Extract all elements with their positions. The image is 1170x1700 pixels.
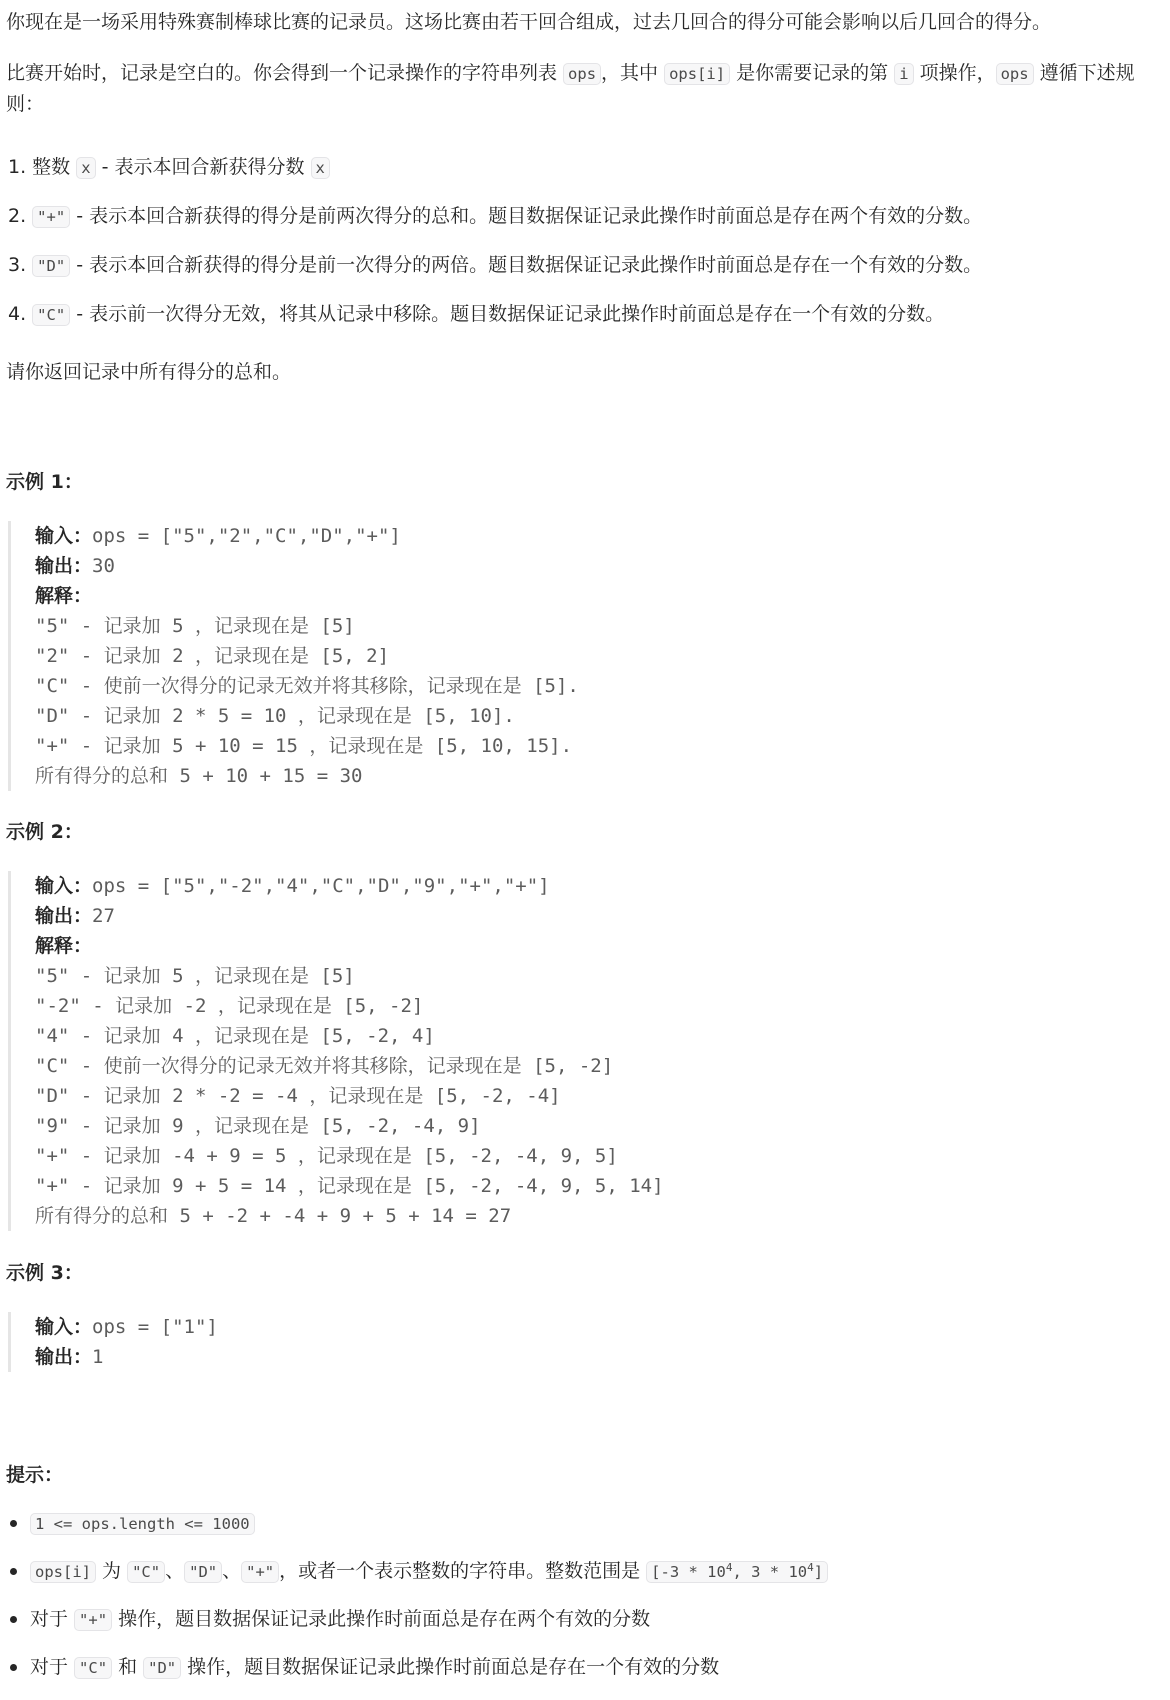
- hint-text: 、: [165, 1560, 185, 1582]
- explain-line: "-2" - 记录加 -2 ，记录现在是 [5, -2]: [35, 995, 424, 1017]
- example-input: [35, 871, 1135, 901]
- example-explain-label: [35, 581, 1135, 611]
- output-label: 输出：: [35, 905, 93, 927]
- input-label: 输入：: [35, 525, 93, 547]
- range-exponent: 4: [807, 1560, 814, 1574]
- rule-number: 2.: [8, 205, 33, 227]
- inline-code: "D": [32, 255, 70, 277]
- inline-code: "D": [143, 1657, 181, 1679]
- inline-code: ops: [563, 63, 601, 85]
- inline-code: i: [894, 63, 913, 85]
- hint-item: [8, 1556, 1158, 1587]
- rule-text: 整数: [32, 156, 77, 178]
- inline-code: "D": [184, 1561, 222, 1583]
- input-value: ops = ["5","-2","4","C","D","9","+","+"]: [92, 875, 550, 897]
- input-label: 输入：: [35, 1316, 93, 1338]
- inline-code: "C": [127, 1561, 165, 1583]
- example-3-heading: 示例 3：: [6, 1262, 83, 1284]
- hint-item: [8, 1604, 1158, 1635]
- range-part: , 3 * 10: [732, 1563, 808, 1581]
- hint-text: ，或者一个表示整数的字符串。整数范围是: [279, 1560, 647, 1582]
- example-output: [35, 1342, 1135, 1372]
- rules-list: [8, 152, 1166, 348]
- intro-paragraph-2: [6, 58, 1166, 119]
- intro-text: 项操作，: [913, 62, 996, 84]
- explain-line: "9" - 记录加 9 ，记录现在是 [5, -2, -4, 9]: [35, 1115, 481, 1137]
- explain-line: "C" - 使前一次得分的记录无效并将其移除，记录现在是 [5, -2]: [35, 1055, 614, 1077]
- explain-line: "+" - 记录加 5 + 10 = 15 ，记录现在是 [5, 10, 15].: [35, 735, 573, 757]
- rule-text: - 表示本回合新获得的得分是前两次得分的总和。题目数据保证记录此操作时前面总是存在两个有效的分数。: [70, 205, 983, 227]
- rule-number: 3.: [8, 254, 33, 276]
- input-value: ops = ["1"]: [92, 1316, 218, 1338]
- closing-paragraph: 请你返回记录中所有得分的总和。: [6, 361, 292, 383]
- rule-item: [8, 152, 1166, 183]
- explain-line: 所有得分的总和 5 + -2 + -4 + 9 + 5 + 14 = 27: [35, 1205, 512, 1227]
- hint-text: 为: [96, 1560, 128, 1582]
- inline-code: "+": [241, 1561, 279, 1583]
- hint-text: 、: [222, 1560, 242, 1582]
- output-label: 输出：: [35, 555, 93, 577]
- hint-item: [8, 1508, 1158, 1539]
- output-label: 输出：: [35, 1346, 93, 1368]
- hint-item: [8, 1652, 1158, 1683]
- output-value: 27: [92, 905, 115, 927]
- example-1-heading: 示例 1：: [6, 471, 83, 493]
- explain-line: "D" - 记录加 2 * 5 = 10 ，记录现在是 [5, 10].: [35, 705, 515, 727]
- explain-line: "+" - 记录加 9 + 5 = 14 ，记录现在是 [5, -2, -4, 9, 5, 14]: [35, 1175, 664, 1197]
- hints-list: [8, 1508, 1158, 1700]
- rule-text: - 表示本回合新获得分数: [95, 156, 311, 178]
- rule-item: [8, 299, 1166, 330]
- range-code: [646, 1561, 828, 1583]
- rule-number: 1.: [8, 156, 33, 178]
- input-label: 输入：: [35, 875, 93, 897]
- range-part: ]: [813, 1563, 824, 1581]
- explain-line: "D" - 记录加 2 * -2 = -4 ，记录现在是 [5, -2, -4]: [35, 1085, 561, 1107]
- output-value: 1: [92, 1346, 104, 1368]
- rule-number: 4.: [8, 303, 33, 325]
- rule-text: - 表示本回合新获得的得分是前一次得分的两倍。题目数据保证记录此操作时前面总是存在一个有效的分数。: [70, 254, 983, 276]
- example-explain-label: [35, 931, 1135, 961]
- range-exponent: 4: [725, 1560, 733, 1574]
- example-2-heading: 示例 2：: [6, 821, 83, 843]
- hint-text: 和: [112, 1656, 144, 1678]
- example-1-block: [8, 521, 1135, 791]
- rule-item: [8, 250, 1166, 281]
- inline-code: 1 <= ops.length <= 1000: [30, 1513, 255, 1535]
- inline-code: "+": [74, 1609, 112, 1631]
- intro-text: 你现在是一场采用特殊赛制棒球比赛的记录员。这场比赛由若干回合组成，过去几回合的得分可能会影响以后几回合的得分。: [6, 11, 1052, 33]
- intro-text: 是你需要记录的第: [730, 62, 895, 84]
- inline-code: "C": [32, 304, 70, 326]
- inline-code: x: [76, 157, 95, 179]
- hint-text: 操作，题目数据保证记录此操作时前面总是存在一个有效的分数: [181, 1656, 720, 1678]
- explain-label: 解释：: [35, 935, 93, 957]
- explain-line: 所有得分的总和 5 + 10 + 15 = 30: [35, 765, 363, 787]
- explain-line: "5" - 记录加 5 ，记录现在是 [5]: [35, 615, 355, 637]
- rule-text: - 表示前一次得分无效，将其从记录中移除。题目数据保证记录此操作时前面总是存在一个有效的分数。: [70, 303, 945, 325]
- intro-paragraph-1: [6, 7, 1166, 37]
- rule-item: [8, 201, 1166, 232]
- example-2-block: [8, 871, 1135, 1231]
- explain-line: "5" - 记录加 5 ，记录现在是 [5]: [35, 965, 355, 987]
- example-input: [35, 1312, 1135, 1342]
- output-value: 30: [92, 555, 115, 577]
- intro-text: 遵循下述规则：: [6, 62, 1135, 115]
- range-part: [-3 * 10: [651, 1563, 726, 1581]
- intro-text: 比赛开始时，记录是空白的。你会得到一个记录操作的字符串列表: [6, 62, 564, 84]
- explain-line: "4" - 记录加 4 ，记录现在是 [5, -2, 4]: [35, 1025, 435, 1047]
- example-input: [35, 521, 1135, 551]
- intro-text: ，其中: [601, 62, 665, 84]
- example-output: [35, 901, 1135, 931]
- inline-code: x: [311, 157, 330, 179]
- inline-code: ops[i]: [664, 63, 730, 85]
- example-3-block: [8, 1312, 1135, 1372]
- example-output: [35, 551, 1135, 581]
- explain-line: "+" - 记录加 -4 + 9 = 5 ，记录现在是 [5, -2, -4, 9, 5]: [35, 1145, 618, 1167]
- inline-code: "C": [74, 1657, 112, 1679]
- explain-line: "2" - 记录加 2 ，记录现在是 [5, 2]: [35, 645, 390, 667]
- inline-code: "+": [32, 206, 70, 228]
- hint-text: 对于: [30, 1608, 75, 1630]
- hint-text: 操作，题目数据保证记录此操作时前面总是存在两个有效的分数: [112, 1608, 651, 1630]
- inline-code: ops[i]: [30, 1561, 96, 1583]
- explain-line: "C" - 使前一次得分的记录无效并将其移除，记录现在是 [5].: [35, 675, 579, 697]
- explain-label: 解释：: [35, 585, 93, 607]
- hints-heading: 提示：: [6, 1464, 64, 1486]
- input-value: ops = ["5","2","C","D","+"]: [92, 525, 401, 547]
- inline-code: ops: [996, 63, 1034, 85]
- hint-text: 对于: [30, 1656, 75, 1678]
